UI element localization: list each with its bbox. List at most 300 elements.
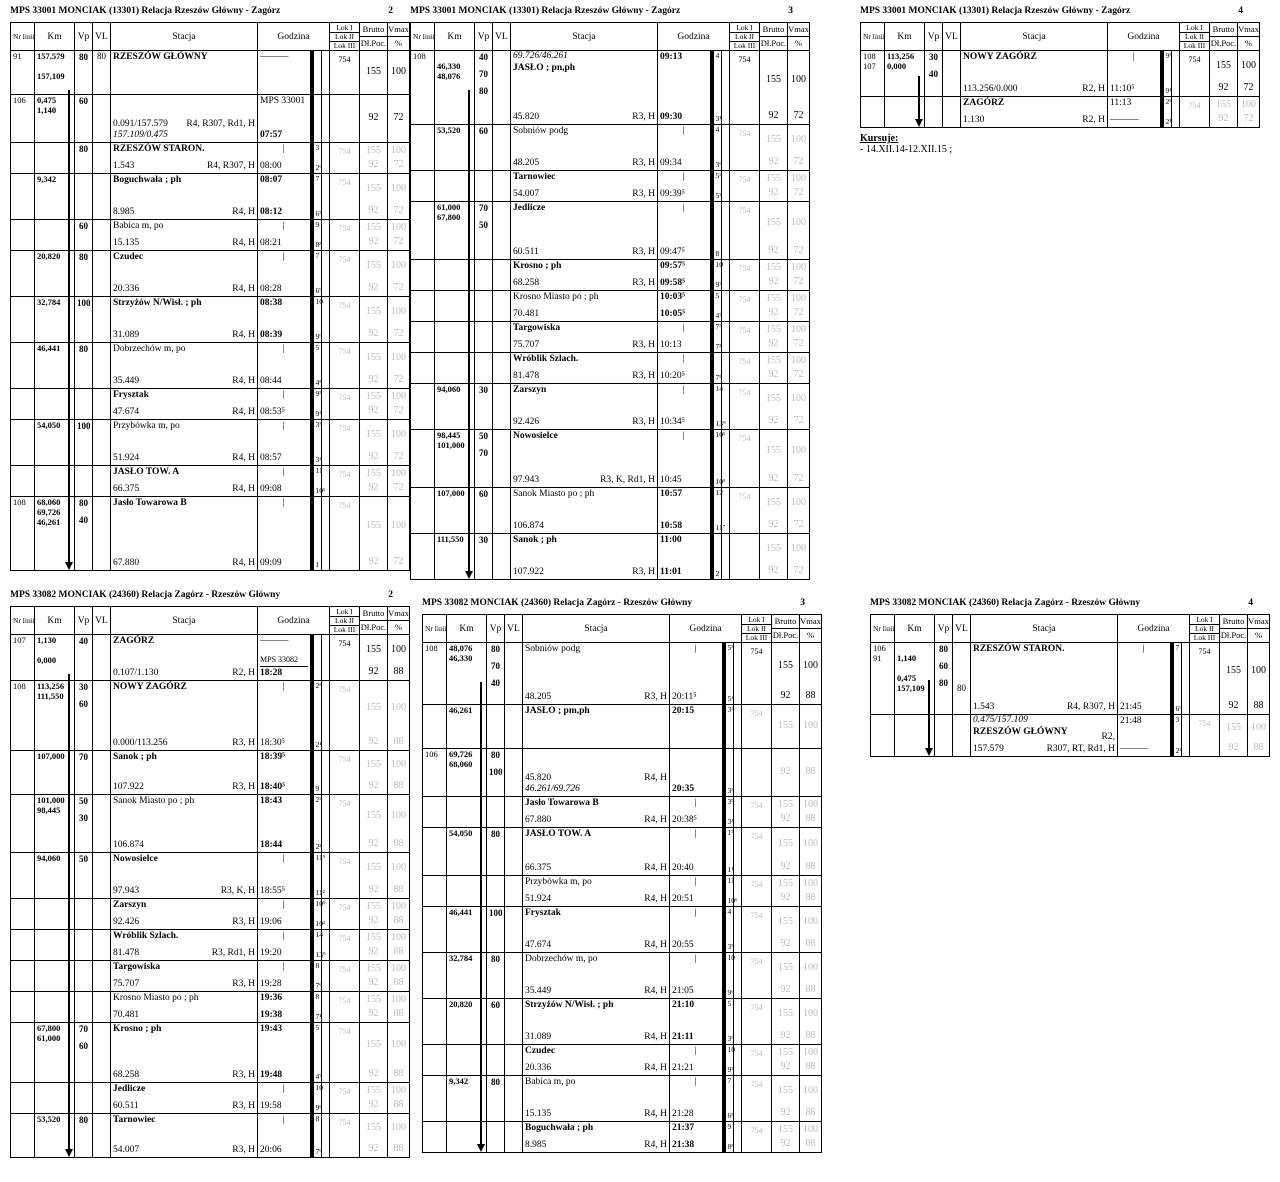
station-name: Frysztak — [525, 908, 561, 918]
time-bottom — [260, 557, 308, 569]
run-time-inner — [715, 384, 726, 428]
vp-value: 40 — [479, 52, 488, 62]
arrival-time: | — [682, 203, 685, 213]
time-bottom — [260, 1069, 308, 1081]
vmax-cell — [800, 705, 822, 749]
station-codes: R4, H — [644, 815, 667, 825]
arrival-time: 11:13 — [1110, 98, 1132, 108]
vmax-cell — [800, 1045, 822, 1076]
value-bottom: 88 — [805, 1061, 816, 1072]
station-codes: R3, H — [632, 247, 655, 257]
station-codes: R4, R307, Rd1, H — [186, 119, 255, 129]
station-name: NOWY ZAGÓRZ — [113, 682, 187, 692]
km-value — [449, 797, 484, 807]
value-inner — [390, 853, 407, 897]
value-top: 100 — [391, 145, 407, 156]
time-bottom — [260, 781, 308, 793]
station-km-line — [973, 743, 1115, 755]
time-cell — [658, 291, 712, 322]
vl-cell — [505, 797, 523, 828]
value-top: 155 — [366, 306, 382, 317]
time-bottom — [672, 939, 720, 951]
value-inner — [802, 643, 819, 703]
value-inner — [802, 1045, 819, 1074]
header-vl — [505, 615, 523, 643]
run-time-cell — [312, 466, 326, 497]
departure-time: 21:11 — [672, 1032, 694, 1042]
station-cell-inner — [525, 1122, 667, 1151]
value-inner — [390, 466, 407, 495]
loco-value: 754 — [750, 1049, 763, 1058]
station-name: JASŁO ; pn,ph — [513, 63, 576, 73]
station-name: Sanok ; ph — [113, 752, 157, 762]
value-inner — [802, 907, 819, 951]
value-top: 155 — [366, 222, 382, 233]
station-cell — [111, 961, 258, 992]
value-top: 100 — [1241, 60, 1257, 71]
km-value: 32,784 — [449, 953, 473, 963]
station-km-line — [113, 375, 255, 387]
loco-cell — [730, 353, 760, 384]
run-time-a: 5⁵ — [727, 643, 734, 652]
station-km-line — [113, 978, 255, 990]
vp-cell — [75, 220, 93, 251]
value-bottom: 88 — [805, 984, 816, 995]
brutto-cell — [772, 828, 800, 876]
header-stacja-label: Stacja — [172, 31, 196, 42]
station-bottom — [525, 772, 667, 795]
line-number — [423, 876, 447, 907]
value-bottom: 92 — [368, 1008, 379, 1019]
value-bottom: 92 — [768, 369, 779, 380]
vmax-cell — [788, 353, 810, 384]
header-godzina-label: Godzina — [689, 623, 722, 634]
value-bottom: 88 — [805, 892, 816, 903]
line-number-value: 108 — [13, 681, 26, 691]
arrival-time: 09:57⁵ — [660, 261, 686, 271]
run-time-b: 6⁹ — [315, 286, 322, 295]
vp-value: 100 — [489, 908, 503, 918]
vmax-cell — [788, 125, 810, 171]
value-top: 100 — [391, 1039, 407, 1050]
header-dlpoc: Dł.Poc. — [360, 38, 387, 48]
header-nr-label: Nr linii — [13, 31, 35, 41]
station-bottom — [513, 277, 655, 289]
value-top: 100 — [791, 324, 807, 335]
time-bottom — [260, 1100, 308, 1112]
header-km-label: Km — [47, 31, 62, 42]
value-inner — [390, 251, 407, 295]
time-cell — [670, 999, 724, 1045]
table-row — [11, 220, 410, 251]
value-inner — [362, 466, 385, 495]
value-inner — [774, 1122, 797, 1151]
run-time-inner — [728, 705, 732, 747]
time-bottom — [672, 1108, 720, 1120]
value-inner — [390, 681, 407, 749]
run-time-b: 10⁶ — [727, 896, 738, 905]
vmax-cell — [388, 899, 410, 930]
departure-time: 11:10⁵ — [1110, 84, 1135, 94]
value-top: 155 — [1216, 60, 1232, 71]
run-time-cell — [312, 95, 322, 143]
value-top: 155 — [766, 134, 782, 145]
brutto-cell — [360, 466, 388, 497]
vl-cell — [93, 497, 111, 571]
run-time-cell — [312, 51, 322, 95]
vl-cell — [505, 705, 523, 749]
value-bottom: 88 — [393, 915, 404, 926]
line-number — [423, 797, 447, 828]
time-cell-inner — [660, 291, 708, 320]
station-bottom — [113, 118, 255, 141]
table-row — [423, 749, 822, 797]
loco-cell — [730, 260, 760, 291]
value-inner — [390, 1114, 407, 1156]
station-name: Strzyżów N/Wisł. ; ph — [113, 298, 202, 308]
loco-cell — [730, 291, 760, 322]
station-bottom — [113, 978, 255, 990]
run-time-b: 7⁹ — [315, 1147, 322, 1156]
run-time-inner — [728, 797, 732, 826]
vl-cell — [93, 95, 111, 143]
header-vl — [93, 23, 111, 51]
station-km: 92.426 — [513, 417, 540, 427]
vp-value: 80 — [79, 498, 88, 508]
station-km-line — [525, 1139, 667, 1151]
km-value — [437, 353, 472, 363]
departure-time: 09:47⁵ — [660, 247, 685, 257]
panel-title-text: MPS 33001 MONCIAK (13301) Relacja Rzeszów Główny - Zagórz — [10, 6, 281, 16]
value-top: 155 — [366, 183, 382, 194]
station-bottom — [513, 339, 655, 351]
run-time-a: 2⁵ — [315, 795, 322, 804]
header-vl-label: VL — [507, 623, 520, 634]
time-cell-inner — [672, 1122, 720, 1151]
vp-cell — [925, 51, 943, 97]
panel-title-text: MPS 33082 MONCIAK (24360) Relacja Zagórz - Rzeszów Główny — [422, 598, 693, 608]
loco-cell — [330, 635, 360, 681]
vp-value: 80 — [79, 1115, 88, 1125]
time-cell — [670, 1122, 724, 1153]
km-value: 46,261 — [37, 517, 61, 527]
time-cell — [670, 953, 724, 999]
brutto-cell — [772, 907, 800, 953]
spacer-cell — [322, 961, 330, 992]
vp-value: 70 — [479, 203, 488, 213]
departure-time: 21:28 — [672, 1109, 694, 1119]
brutto-cell — [772, 953, 800, 999]
run-time-b: 3⁵ — [727, 942, 734, 951]
vp-value: 30 — [79, 682, 88, 692]
time-cell-inner — [672, 953, 720, 997]
value-bottom: 92 — [768, 307, 779, 318]
value-bottom: 88 — [1253, 742, 1264, 753]
station-bottom — [113, 375, 255, 387]
vl-cell — [505, 907, 523, 953]
value-bottom: 72 — [393, 328, 404, 339]
header-dlpoc: Dł.Poc. — [1220, 630, 1247, 640]
km-value: 46,330 — [449, 653, 473, 663]
header-lok2: Lok II — [330, 617, 359, 626]
arrival-time: | — [682, 385, 685, 395]
vp-value: 80 — [491, 750, 500, 760]
station-bottom — [113, 947, 255, 959]
km-value: 111,550 — [437, 534, 464, 544]
run-time-a: 3 — [315, 143, 320, 152]
loco-cell — [330, 681, 360, 751]
run-time-inner — [316, 95, 320, 141]
station-cell — [111, 466, 258, 497]
station-bottom — [525, 985, 667, 997]
table-row — [423, 953, 822, 999]
station-name: NOWY ZAGÓRZ — [963, 52, 1037, 62]
value-top: 100 — [803, 1124, 819, 1135]
direction-arrow-line — [480, 682, 482, 1144]
run-time-inner — [1176, 643, 1180, 713]
km-value: 46,261 — [449, 705, 473, 715]
station-km-line — [525, 1062, 667, 1074]
loco-value: 754 — [338, 178, 351, 187]
loco-cell — [1180, 51, 1210, 97]
value-bottom: 92 — [768, 338, 779, 349]
time-bottom — [1110, 114, 1158, 126]
value-bottom: 88 — [805, 938, 816, 949]
value-inner — [362, 930, 385, 959]
station-codes: R4, R307, H — [1066, 702, 1115, 712]
arrival-time: ——— — [260, 636, 289, 646]
vl-cell — [505, 876, 523, 907]
run-time-inner — [1176, 715, 1180, 755]
loco-value: 754 — [338, 639, 351, 648]
station-bottom — [113, 839, 255, 851]
km-value — [437, 171, 472, 181]
station-codes: R4, H — [644, 1063, 667, 1073]
value-inner — [390, 497, 407, 569]
spacer-cell — [734, 643, 742, 705]
station-km-line — [513, 277, 655, 289]
brutto-cell — [360, 930, 388, 961]
departure-time: ——— — [1110, 115, 1139, 125]
brutto-cell — [772, 999, 800, 1045]
time-bottom — [672, 1062, 720, 1074]
vp-cell — [75, 635, 93, 681]
brutto-cell — [760, 171, 788, 202]
line-number — [11, 389, 35, 420]
run-time-cell — [312, 389, 322, 420]
value-inner — [390, 51, 407, 93]
run-time-b: 13⁹ — [715, 419, 726, 428]
spacer-cell — [322, 1023, 330, 1083]
station-name: Tarnowiec — [513, 172, 556, 182]
vl-cell — [93, 1023, 111, 1083]
station-km-line — [113, 329, 255, 341]
loco-value: 754 — [738, 295, 751, 304]
value-top: 100 — [391, 810, 407, 821]
station-cell-inner — [113, 174, 255, 218]
line-number — [423, 953, 447, 999]
arrival-time: | — [282, 682, 285, 692]
station-cell — [111, 751, 258, 795]
value-top: 155 — [366, 644, 382, 655]
km-value: 101,000 — [437, 440, 465, 450]
value-top: 100 — [391, 759, 407, 770]
value-inner — [362, 174, 385, 218]
station-bottom — [513, 157, 655, 169]
value-inner — [362, 420, 385, 464]
station-name: JASŁO TOW. A — [525, 829, 592, 839]
panel-title — [422, 598, 807, 612]
station-cell-inner — [113, 961, 255, 990]
loco-cell — [742, 828, 772, 876]
value-inner — [390, 899, 407, 928]
line-number — [11, 992, 35, 1023]
km-value: 113,256 — [887, 51, 915, 61]
table-row — [411, 171, 810, 202]
run-time-b: 5⁴ — [727, 694, 734, 703]
value-top: 155 — [766, 217, 782, 228]
km-value — [437, 291, 472, 301]
table-row — [411, 353, 810, 384]
line-number — [411, 353, 435, 384]
station-cell — [111, 992, 258, 1023]
station-bottom — [525, 814, 667, 826]
brutto-cell — [360, 853, 388, 899]
run-time-b: 9⁹ — [315, 332, 322, 341]
vp-cell — [75, 681, 93, 751]
line-number — [423, 1045, 447, 1076]
line-number-value: 106 — [425, 749, 438, 759]
vp-cell — [75, 420, 93, 466]
run-time-a: 10 — [715, 260, 723, 269]
value-inner — [774, 876, 797, 905]
station-bottom — [963, 83, 1105, 95]
station-name: Jasło Towarowa B — [113, 498, 187, 508]
station-km-line — [113, 557, 255, 569]
arrival-time: 10:57 — [660, 489, 683, 499]
header-nr-label: Nr linii — [873, 623, 895, 633]
station-name: Frysztak — [113, 390, 149, 400]
value-top: 100 — [391, 932, 407, 943]
vl-cell — [505, 1076, 523, 1122]
arrival-time: | — [694, 829, 697, 839]
run-time-cell — [712, 171, 722, 202]
value-inner — [390, 95, 407, 141]
vp-value: 60 — [491, 1000, 500, 1010]
run-time-b: 2 — [715, 569, 720, 578]
arrival-time: 11:00 — [660, 535, 682, 545]
spacer-cell — [322, 1114, 330, 1158]
loco-cell — [330, 389, 360, 420]
vp-value: 60 — [79, 221, 88, 231]
value-top: 100 — [391, 183, 407, 194]
station-cell — [511, 322, 658, 353]
header-nr-label: Nr linii — [863, 31, 885, 41]
time-bottom — [260, 947, 308, 959]
panel-title — [10, 590, 395, 604]
line-number — [11, 795, 35, 853]
station-bottom — [113, 1009, 255, 1021]
value-bottom: 92 — [780, 1107, 791, 1118]
brutto-cell — [360, 681, 388, 751]
station-km-offset: 46.261/69.726 — [525, 784, 580, 794]
station-bottom — [973, 701, 1115, 713]
spacer-cell — [1182, 715, 1190, 757]
header-vp — [487, 615, 505, 643]
departure-time: 20:38⁵ — [672, 815, 697, 825]
station-bottom — [113, 406, 255, 418]
line-number-value: 108 — [425, 643, 438, 653]
header-vl — [93, 607, 111, 635]
loco-value: 754 — [338, 501, 351, 510]
run-time-inner — [728, 907, 732, 951]
table-row — [871, 643, 1270, 715]
station-name: Jedlicze — [513, 203, 546, 213]
station-cell — [111, 420, 258, 466]
arrival-time: | — [694, 954, 697, 964]
header-vp — [75, 23, 93, 51]
value-inner — [774, 797, 797, 826]
value-bottom: 88 — [393, 946, 404, 957]
loco-value: 754 — [750, 911, 763, 920]
station-bottom — [963, 114, 1105, 126]
value-inner — [390, 1023, 407, 1081]
vmax-cell — [388, 1114, 410, 1158]
value-top: 100 — [1251, 665, 1267, 676]
value-inner — [362, 1083, 385, 1112]
station-km: 8.985 — [113, 207, 135, 217]
line-number — [411, 260, 435, 291]
value-bottom: 92 — [768, 519, 779, 530]
run-time-a: 9 — [315, 220, 320, 229]
loco-cell — [742, 1076, 772, 1122]
station-codes-extra: R2, — [1101, 732, 1115, 742]
station-cell-inner — [513, 51, 655, 123]
value-top: 100 — [391, 644, 407, 655]
station-cell — [523, 1076, 670, 1122]
value-top: 100 — [391, 1122, 407, 1133]
value-bottom: 88 — [805, 813, 816, 824]
value-inner — [362, 992, 385, 1021]
km-value: 0,000 — [887, 61, 907, 71]
value-top: 100 — [791, 217, 807, 228]
value-bottom: 92 — [368, 482, 379, 493]
time-bottom — [660, 339, 708, 351]
header-pct: % — [794, 38, 803, 48]
header-lok1: Lok I — [742, 616, 771, 625]
vp-value: 40 — [79, 515, 88, 525]
run-time-b: 3³ — [727, 817, 734, 826]
arrival-time: 19:43 — [260, 1024, 283, 1034]
line-number — [11, 497, 35, 571]
header-lok — [742, 615, 772, 643]
loco-cell — [742, 876, 772, 907]
time-bottom — [660, 520, 708, 532]
value-inner — [390, 389, 407, 418]
run-time-inner — [315, 930, 326, 959]
time-cell — [258, 497, 312, 571]
value-bottom: 72 — [793, 245, 804, 256]
run-time-cell — [724, 1076, 734, 1122]
loco-cell — [330, 899, 360, 930]
spacer-cell — [734, 1076, 742, 1122]
loco-cell — [330, 1083, 360, 1114]
time-cell-inner — [672, 1076, 720, 1120]
header-vp-label: Vp — [77, 31, 90, 42]
station-name: RZESZÓW GŁÓWNY — [973, 727, 1068, 737]
header-brutto — [1210, 23, 1238, 51]
station-km-line — [513, 416, 655, 428]
